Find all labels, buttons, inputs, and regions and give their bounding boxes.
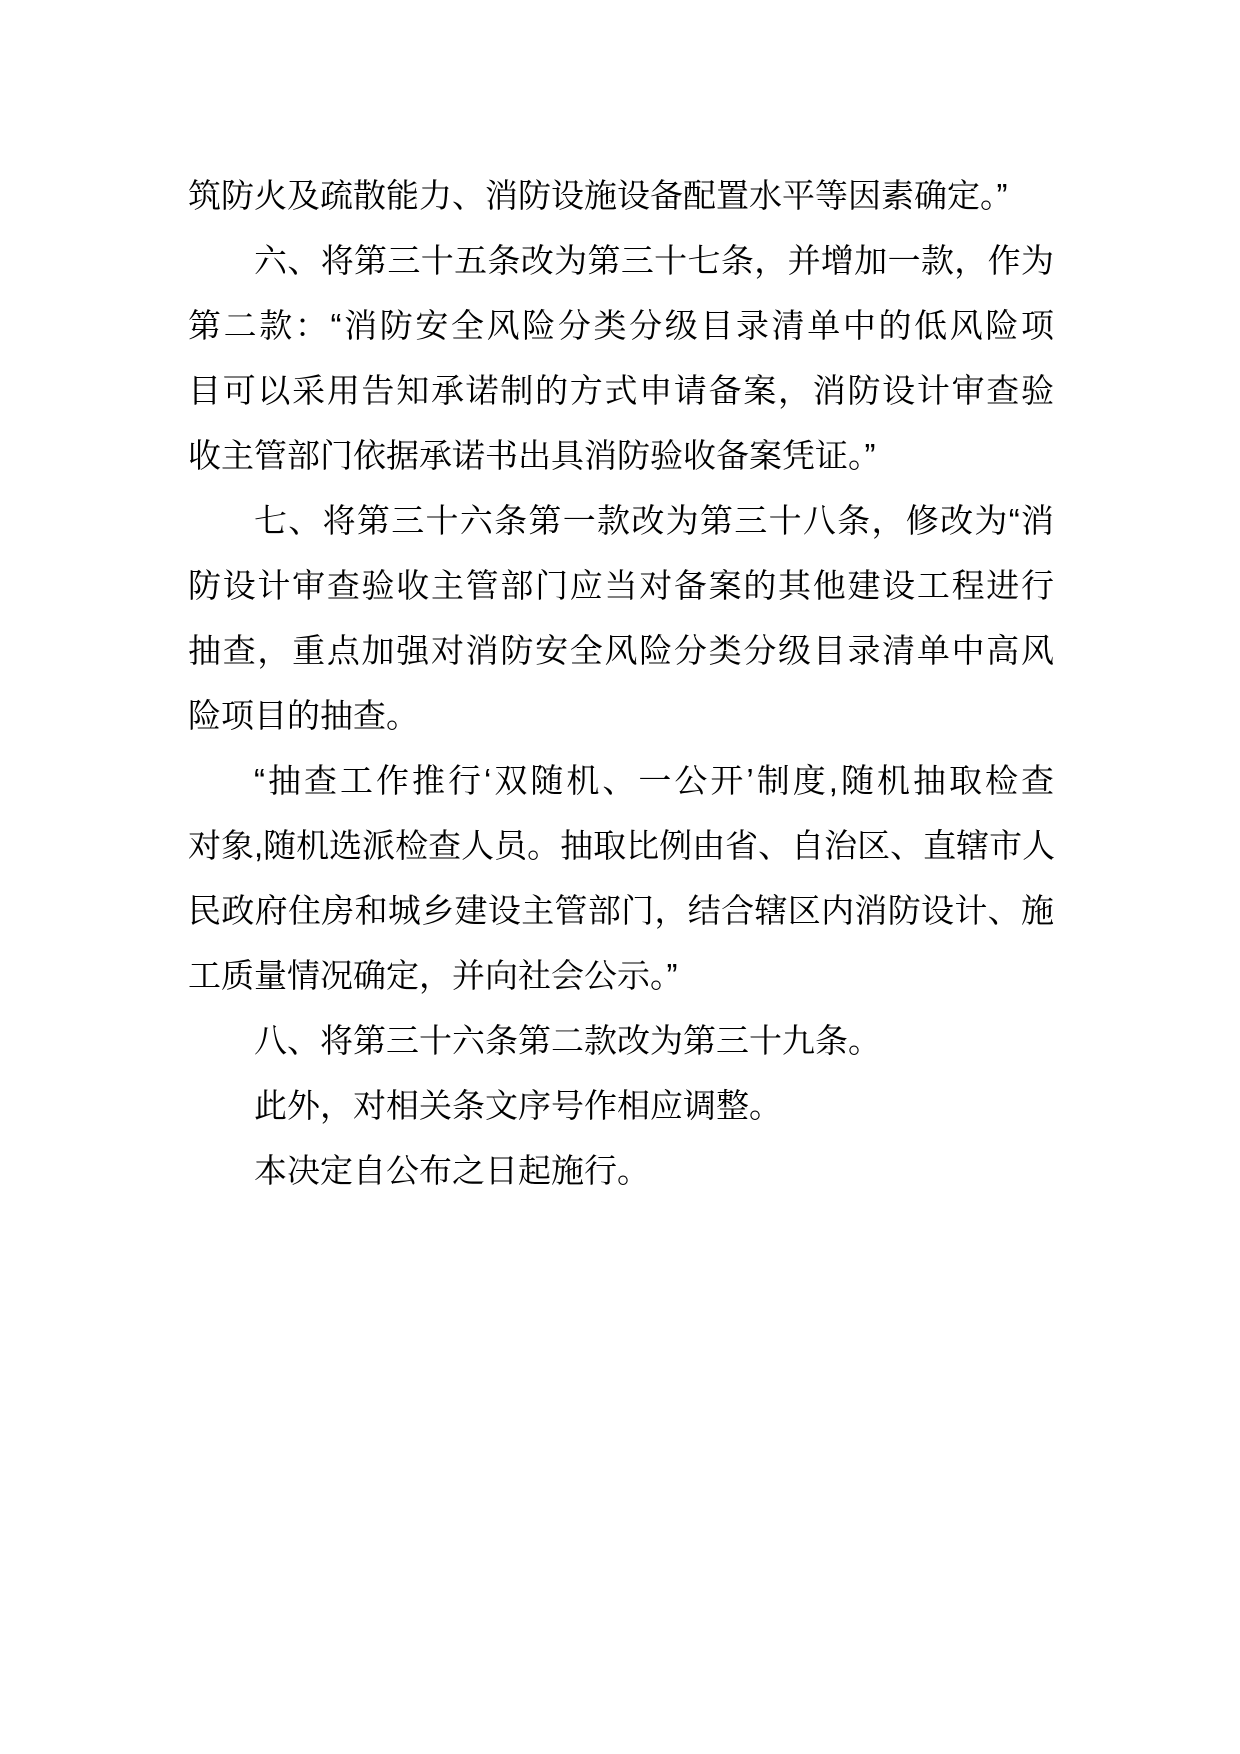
text-line: 筑防火及疏散能力、消防设施设备配置水平等因素确定。” bbox=[188, 177, 1008, 214]
text-line: “抽查工作推行‘双随机、一公开’制度,随机抽取检查 bbox=[254, 762, 1054, 799]
text-line: 防设计审查验收主管部门应当对备案的其他建设工程进行 bbox=[188, 567, 1054, 604]
text-line: 对象,随机选派检查人员。抽取比例由省、自治区、直辖市人 bbox=[188, 827, 1056, 864]
text-line: 抽查，重点加强对消防安全风险分类分级目录清单中高风 bbox=[188, 632, 1054, 669]
document-content bbox=[188, 163, 1054, 1203]
text-line: 收主管部门依据承诺书出具消防验收备案凭证。” bbox=[188, 437, 876, 474]
text-line: 工质量情况确定，并向社会公示。” bbox=[188, 957, 678, 994]
text-line: 第二款：“消防安全风险分类分级目录清单中的低风险项 bbox=[188, 307, 1054, 344]
text-line: 民政府住房和城乡建设主管部门，结合辖区内消防设计、施 bbox=[188, 892, 1054, 929]
text-line: 此外，对相关条文序号作相应调整。 bbox=[254, 1087, 782, 1124]
text-line: 本决定自公布之日起施行。 bbox=[254, 1152, 650, 1189]
text-line: 目可以采用告知承诺制的方式申请备案，消防设计审查验 bbox=[188, 372, 1054, 409]
text-line: 七、将第三十六条第一款改为第三十八条，修改为“消 bbox=[254, 502, 1054, 539]
text-line: 六、将第三十五条改为第三十七条，并增加一款，作为 bbox=[254, 242, 1054, 279]
text-line: 险项目的抽查。 bbox=[188, 697, 419, 734]
text-line: 八、将第三十六条第二款改为第三十九条。 bbox=[254, 1022, 881, 1059]
